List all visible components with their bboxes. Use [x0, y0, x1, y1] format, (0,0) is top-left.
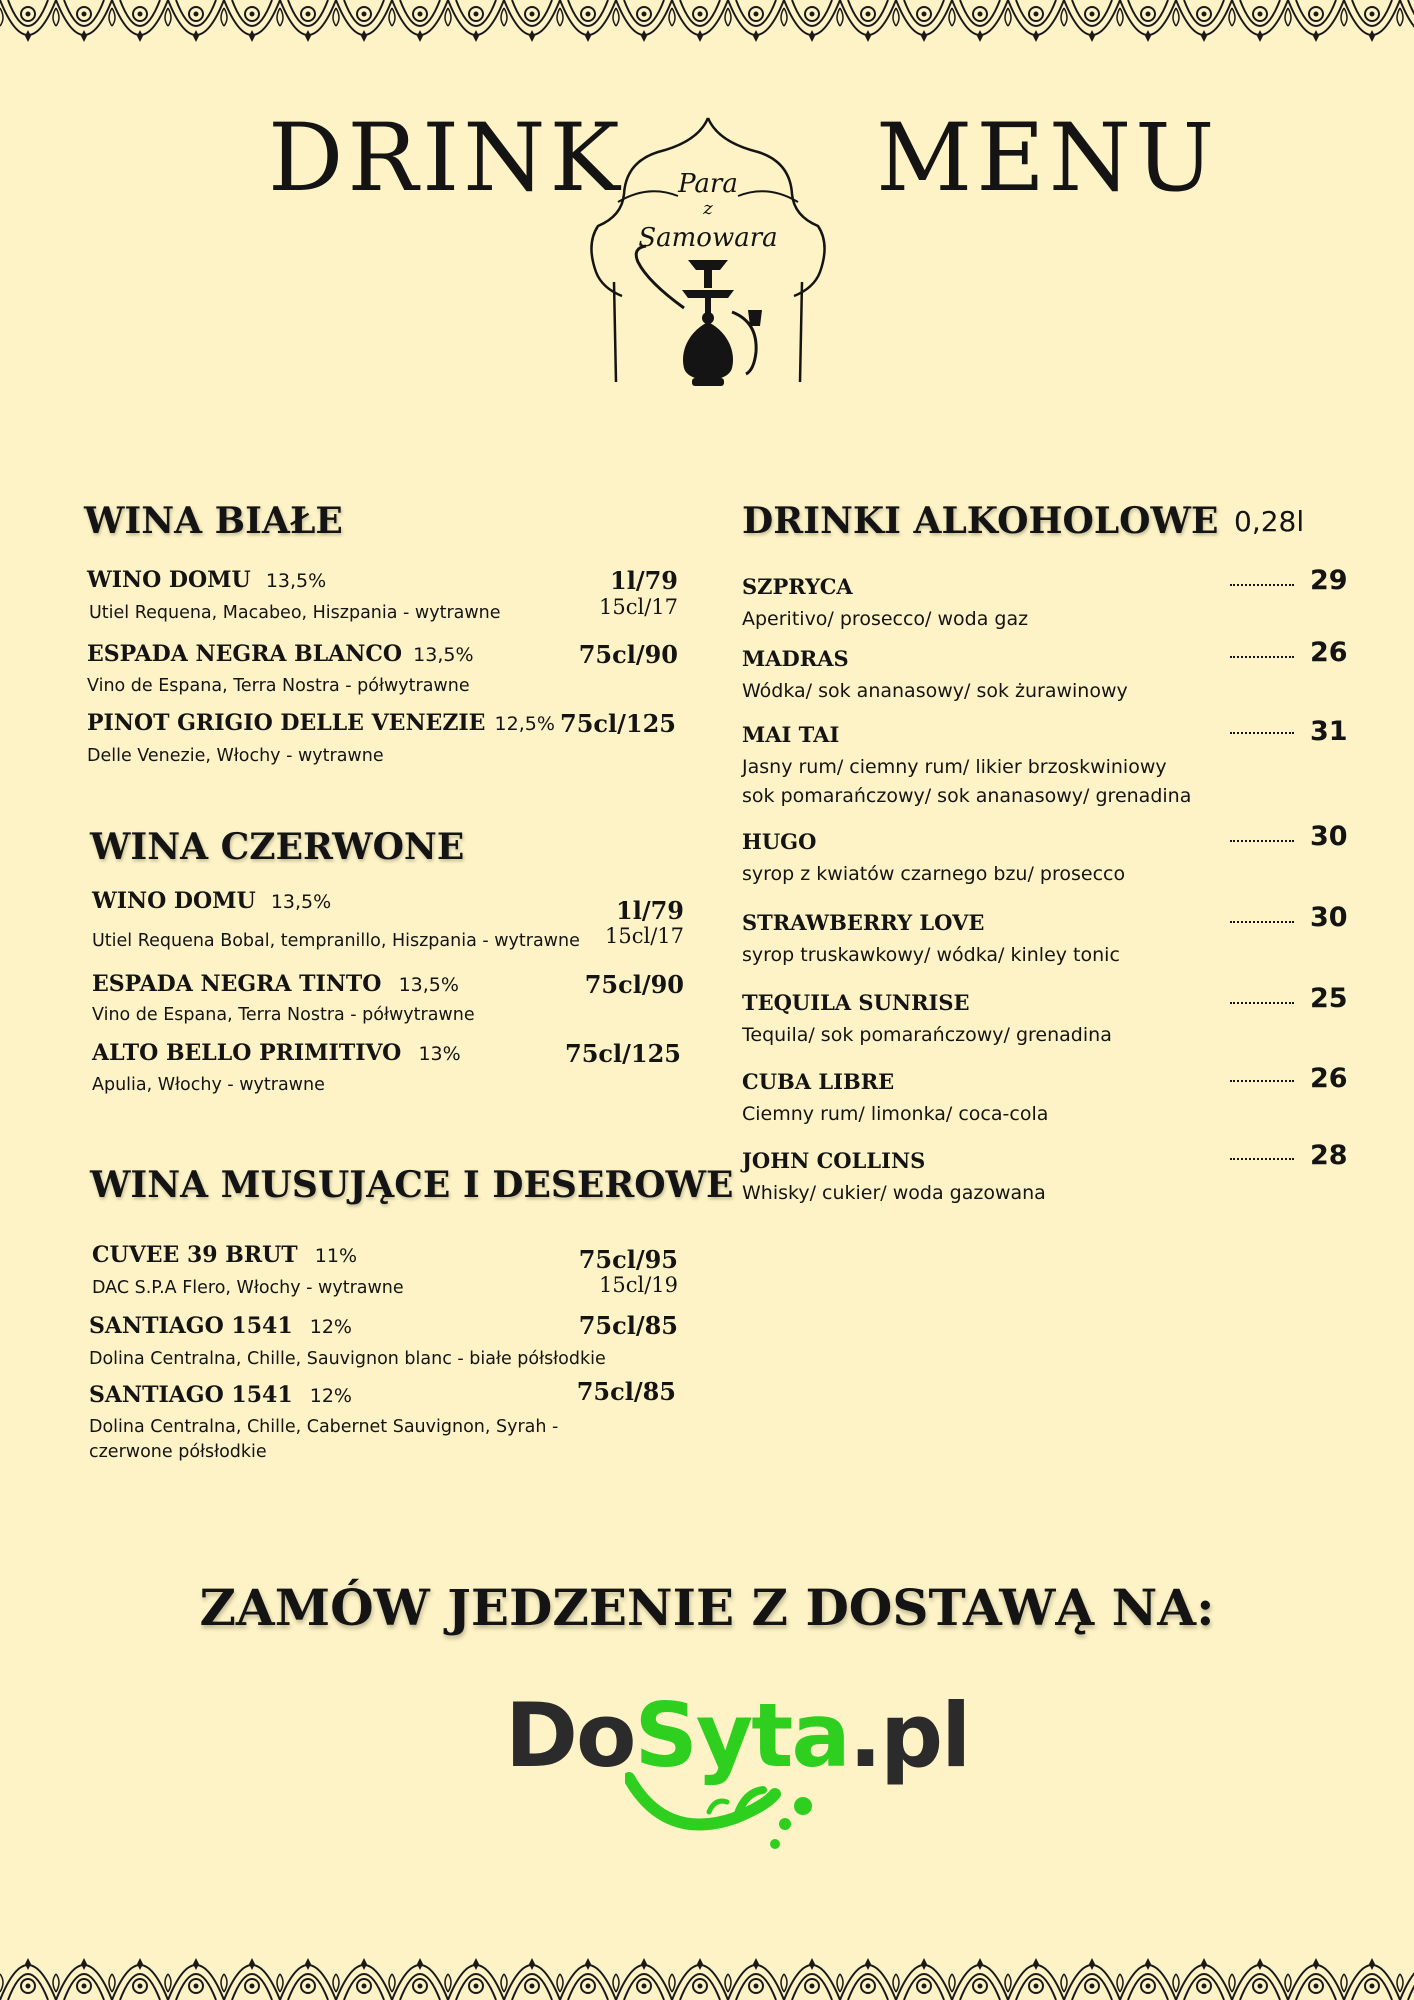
cocktail-price: 31	[1310, 716, 1348, 747]
item-name: SANTIAGO 1541	[89, 1382, 293, 1408]
item-description: Apulia, Włochy - wytrawne	[92, 1075, 325, 1095]
cocktail-name: HUGO	[742, 829, 817, 854]
cocktail-price: 28	[1310, 1140, 1348, 1171]
cocktail-description: Wódka/ sok ananasowy/ sok żurawinowy	[742, 680, 1128, 702]
delivery-heading: ZAMÓW JEDZENIE Z DOSTAWĄ NA:	[199, 1578, 1215, 1637]
item-description: Utiel Requena, Macabeo, Hiszpania - wytrawne	[89, 603, 501, 623]
item-description: Delle Venezie, Włochy - wytrawne	[87, 746, 384, 766]
section-title-cocktails: DRINKI ALKOHOLOWE	[742, 500, 1219, 542]
red-wine-item-3	[92, 1040, 461, 1066]
top-ornament-border	[0, 0, 1414, 64]
cocktail-name: SZPRYCA	[742, 574, 853, 599]
item-price-small: 15cl/17	[599, 595, 678, 619]
item-price: 75cl/90	[584, 970, 684, 999]
item-price: 75cl/95	[578, 1245, 678, 1274]
cocktail-name: MADRAS	[742, 646, 849, 671]
brand-swirl-icon	[625, 1772, 825, 1852]
cocktail-price: 30	[1310, 821, 1348, 852]
cocktail-description: Ciemny rum/ limonka/ coca-cola	[742, 1103, 1049, 1125]
cocktail-description: Whisky/ cukier/ woda gazowana	[742, 1182, 1046, 1204]
white-wine-item-1	[87, 567, 326, 593]
item-price: 75cl/90	[578, 640, 678, 669]
item-name: WINO DOMU	[92, 888, 256, 914]
item-price-small: 15cl/17	[605, 924, 684, 948]
cocktail-name: TEQUILA SUNRISE	[742, 990, 970, 1015]
cocktail-name: JOHN COLLINS	[742, 1148, 926, 1173]
cocktail-price: 26	[1310, 1063, 1348, 1094]
logo-line2: z	[703, 198, 713, 219]
white-wine-item-3	[87, 710, 555, 736]
dot-leader	[1230, 1158, 1294, 1160]
item-price-small: 15cl/19	[599, 1273, 678, 1297]
red-wine-item-2	[92, 971, 459, 997]
item-abv: 11%	[314, 1245, 357, 1267]
hookah-logo	[588, 112, 828, 392]
logo-line3: Samowara	[638, 223, 778, 253]
item-abv: 13,5%	[265, 570, 327, 592]
item-price: 75cl/125	[565, 1039, 681, 1068]
item-description-line2: czerwone półsłodkie	[89, 1442, 267, 1462]
item-abv: 12%	[309, 1316, 352, 1338]
cocktail-price: 29	[1310, 565, 1348, 596]
item-abv: 13,5%	[398, 974, 459, 996]
item-name: ESPADA NEGRA BLANCO	[87, 641, 403, 667]
section-title-sparkling-wines: WINA MUSUJĄCE I DESEROWE	[90, 1164, 734, 1206]
cocktail-price: 25	[1310, 983, 1348, 1014]
cocktail-description-line2: sok pomarańczowy/ sok ananasowy/ grenadina	[742, 785, 1192, 807]
dot-leader	[1230, 921, 1294, 923]
cocktail-description: syrop truskawkowy/ wódka/ kinley tonic	[742, 944, 1120, 966]
white-wine-item-2	[87, 641, 474, 667]
section-title-red-wines: WINA CZERWONE	[90, 826, 465, 868]
dot-leader	[1230, 1080, 1294, 1082]
item-name: CUVEE 39 BRUT	[92, 1242, 298, 1268]
item-description: DAC S.P.A Flero, Włochy - wytrawne	[92, 1278, 404, 1298]
logo-line1: Para	[678, 169, 738, 199]
cocktail-name: STRAWBERRY LOVE	[742, 910, 985, 935]
cocktail-description-line1: Jasny rum/ ciemny rum/ likier brzoskwiniowy	[742, 756, 1167, 778]
item-name: PINOT GRIGIO DELLE VENEZIE	[87, 710, 486, 736]
item-abv: 13,5%	[270, 891, 332, 913]
brand-part-do: Do	[505, 1684, 635, 1787]
item-name: WINO DOMU	[87, 567, 251, 593]
dot-leader	[1230, 732, 1294, 734]
sparkling-wine-item-3	[89, 1382, 352, 1408]
item-abv: 12%	[309, 1385, 352, 1407]
item-abv: 13,5%	[413, 644, 474, 666]
bottom-ornament-border	[0, 1936, 1414, 2000]
cocktail-price: 26	[1310, 637, 1348, 668]
title-drink: DRINK	[268, 104, 624, 213]
red-wine-item-1	[92, 888, 331, 914]
dosyta-logo[interactable]	[505, 1684, 970, 1787]
item-name: SANTIAGO 1541	[89, 1313, 293, 1339]
item-description: Dolina Centralna, Chille, Sauvignon blanc - białe półsłodkie	[89, 1349, 606, 1369]
brand-part-syta: Syta	[634, 1684, 849, 1787]
cocktail-name: MAI TAI	[742, 722, 840, 747]
cocktail-description: Tequila/ sok pomarańczowy/ grenadina	[742, 1024, 1112, 1046]
brand-part-suffix: .pl	[848, 1684, 970, 1787]
dot-leader	[1230, 840, 1294, 842]
cocktail-name: CUBA LIBRE	[742, 1069, 895, 1094]
sparkling-wine-item-2	[89, 1313, 352, 1339]
dot-leader	[1230, 1002, 1294, 1004]
section-title-white-wines: WINA BIAŁE	[84, 500, 343, 542]
cocktail-serving-size: 0,28l	[1234, 505, 1305, 538]
dot-leader	[1230, 656, 1294, 658]
item-price: 75cl/85	[576, 1377, 676, 1406]
cocktail-description: syrop z kwiatów czarnego bzu/ prosecco	[742, 863, 1126, 885]
item-price: 75cl/85	[578, 1311, 678, 1340]
item-abv: 13%	[418, 1043, 461, 1065]
item-description: Vino de Espana, Terra Nostra - półwytrawne	[92, 1005, 475, 1025]
item-name: ESPADA NEGRA TINTO	[92, 971, 382, 997]
dot-leader	[1230, 584, 1294, 586]
item-price: 1l/79	[610, 566, 678, 595]
title-menu: MENU	[876, 104, 1219, 213]
item-description: Vino de Espana, Terra Nostra - półwytrawne	[87, 676, 470, 696]
item-abv: 12,5%	[494, 713, 555, 735]
cocktail-description: Aperitivo/ prosecco/ woda gaz	[742, 608, 1029, 630]
item-price: 1l/79	[616, 896, 684, 925]
item-name: ALTO BELLO PRIMITIVO	[92, 1040, 402, 1066]
item-description: Utiel Requena Bobal, tempranillo, Hiszpania - wytrawne	[92, 931, 580, 951]
sparkling-wine-item-1	[92, 1242, 357, 1268]
item-price: 75cl/125	[560, 709, 676, 738]
item-description-line1: Dolina Centralna, Chille, Cabernet Sauvignon, Syrah -	[89, 1417, 559, 1437]
cocktail-price: 30	[1310, 902, 1348, 933]
